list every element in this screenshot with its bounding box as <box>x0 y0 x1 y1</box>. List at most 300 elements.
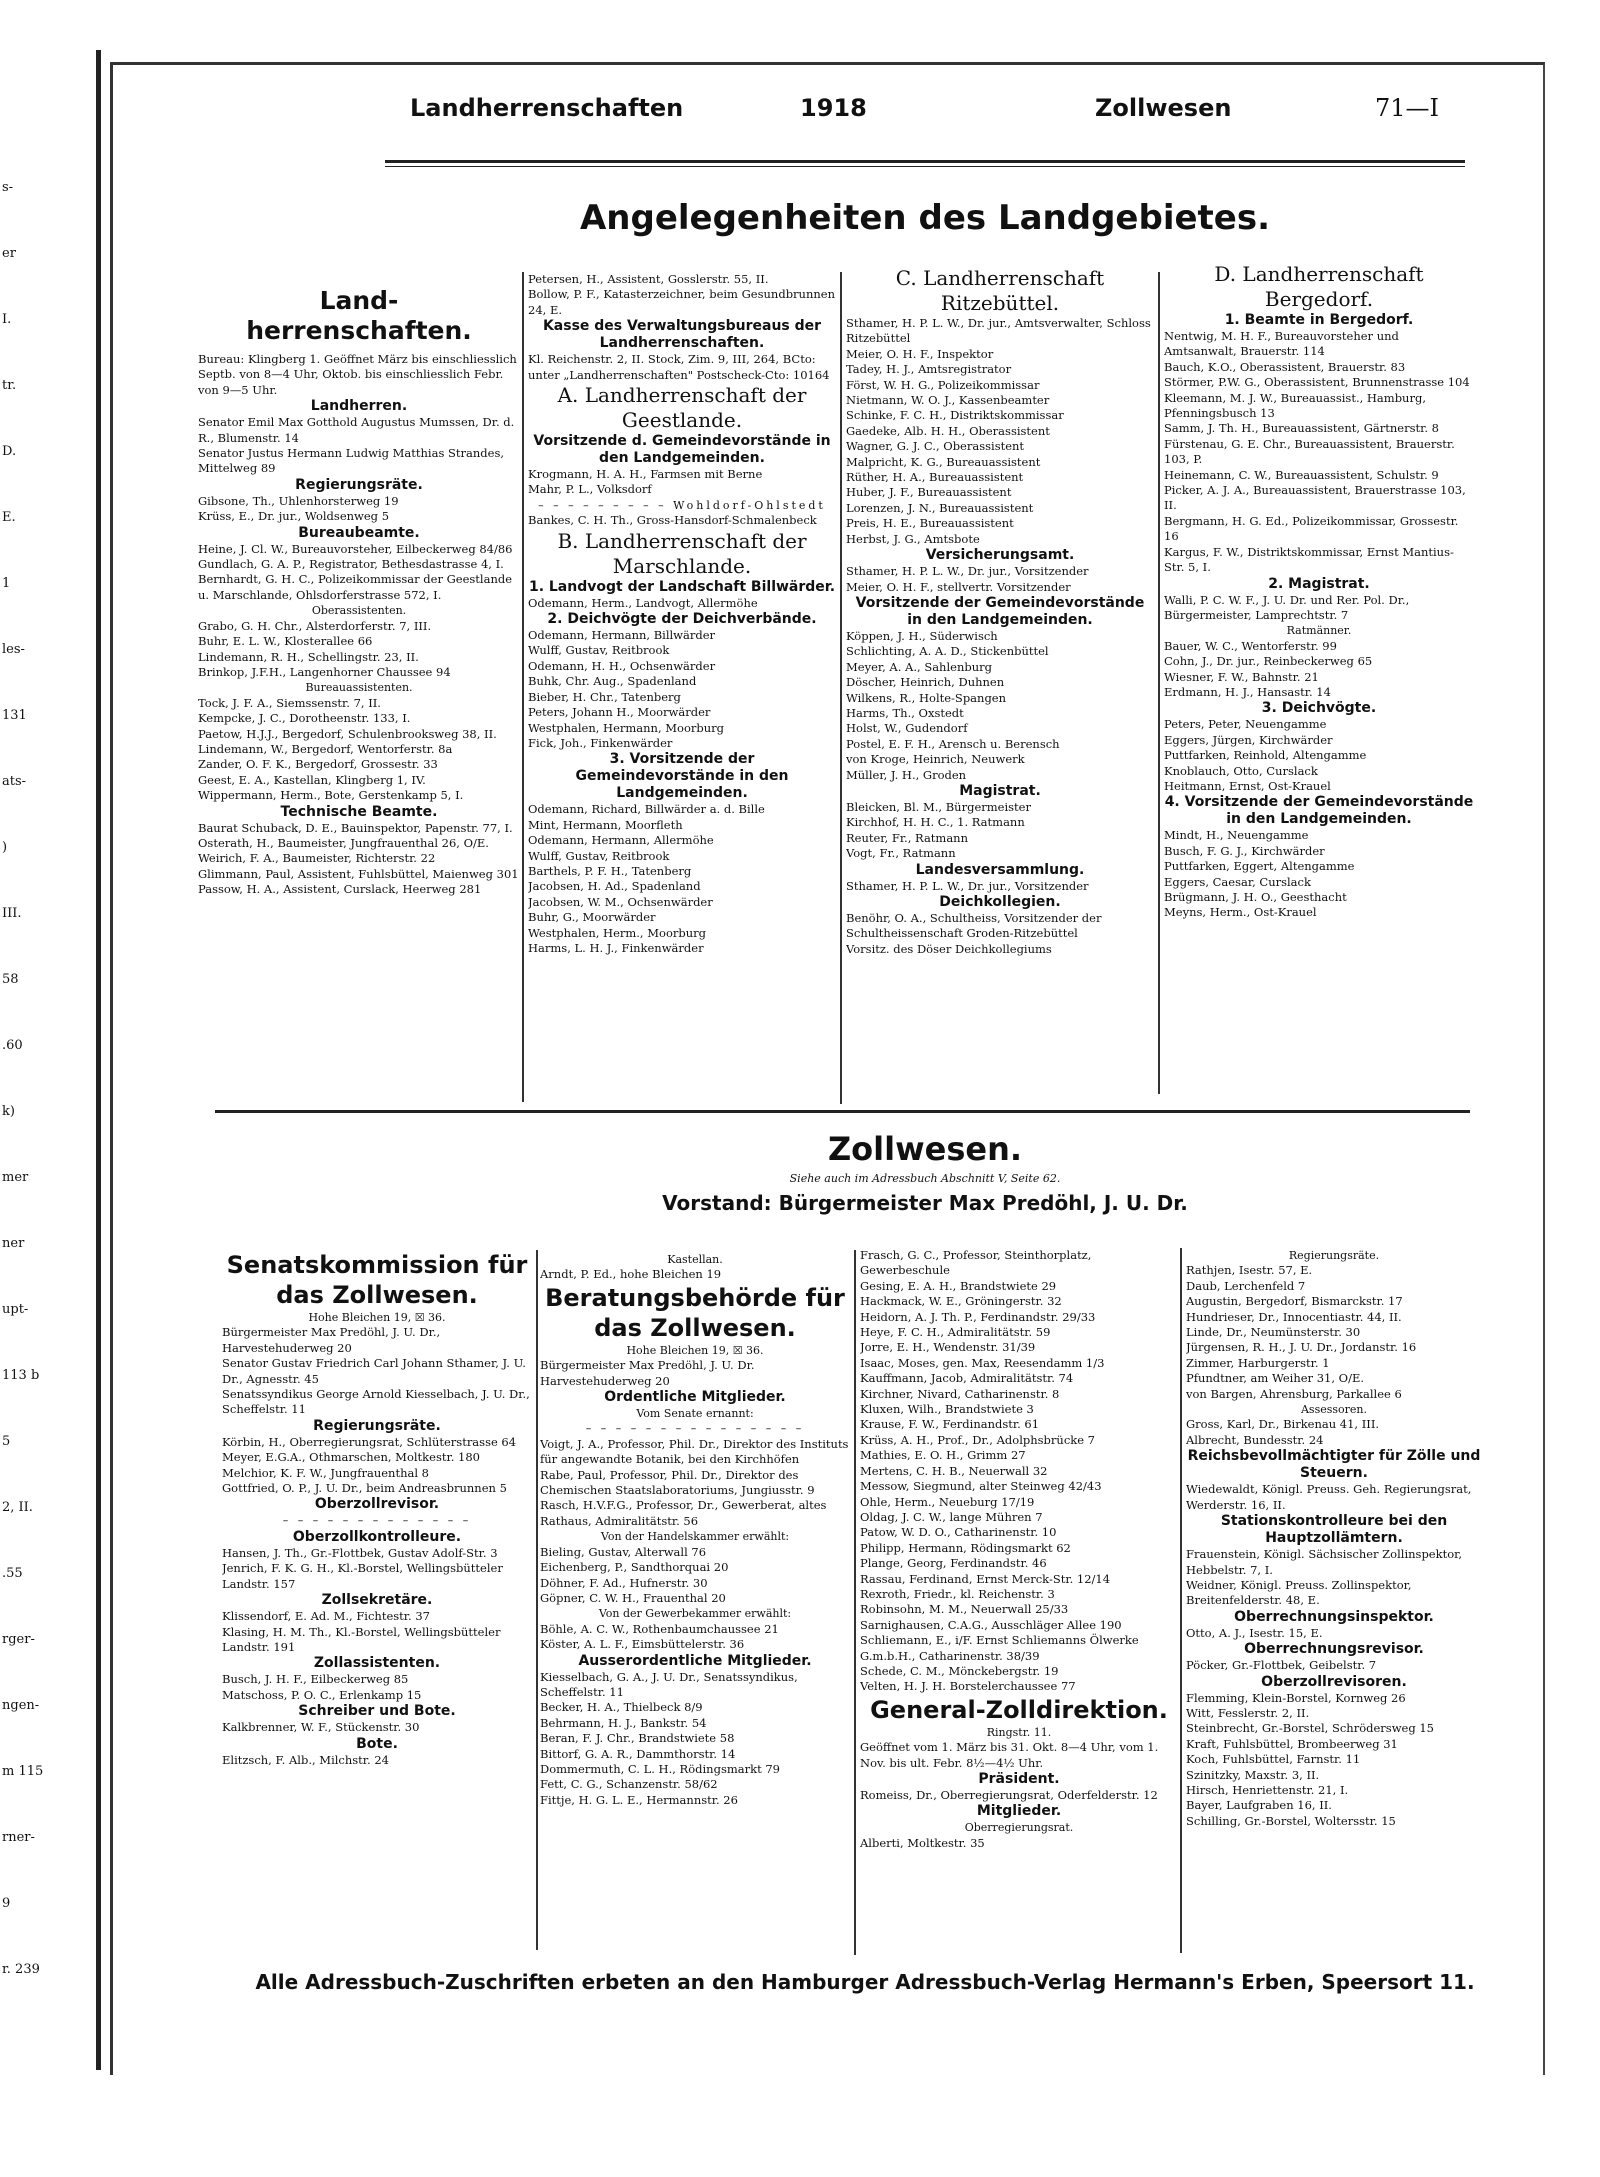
entry-line: Schinke, F. C. H., Distriktskommissar <box>846 408 1064 423</box>
entry-line: Velten, H. J. H. Borstelerchaussee 77 <box>860 1679 1076 1694</box>
vacant-line: – – – – – – – – – – – – – <box>282 1514 472 1528</box>
entry-line: Vorsitz. des Döser Deichkollegiums <box>846 941 1052 956</box>
entry-line: Otto, A. J., Isestr. 15, E. <box>1186 1625 1323 1640</box>
section-heading: Präsident. <box>978 1771 1060 1787</box>
entry-line: Meyer, A. A., Sahlenburg <box>846 659 992 674</box>
section-heading: Regierungsräte. <box>295 476 423 493</box>
margin-fragment: .60 <box>2 1038 23 1053</box>
section-heading: Kasse des Verwaltungsbureaus der Landherrenschaften. <box>542 318 822 352</box>
zollwesen-heading <box>380 1130 1470 1215</box>
entry-line: Mint, Hermann, Moorfleth <box>528 817 683 832</box>
entry-line: Preis, H. E., Bureauassistent <box>846 516 1014 531</box>
margin-fragment: 131 <box>2 708 27 723</box>
entry-line: Schliemann, E., i/F. Ernst Schliemanns Ölwerke G.m.b.H., Catharinenstr. 38/39 <box>860 1633 1139 1663</box>
entry-line: Bittorf, G. A. R., Dammthorstr. 14 <box>540 1746 736 1761</box>
entry-line: Müller, J. H., Groden <box>846 767 967 782</box>
column-rule <box>1180 1248 1182 1953</box>
section-heading: Regierungsräte. <box>313 1417 441 1434</box>
entry-line: Wagner, G. J. C., Oberassistent <box>846 439 1025 454</box>
entry-line: Heine, J. Cl. W., Bureauvorsteher, Eilbeckerweg 84/86 <box>198 541 513 556</box>
entry-line: Lindemann, R. H., Schellingstr. 23, II. <box>198 649 419 664</box>
entry-line: Ohle, Herm., Neueburg 17/19 <box>860 1494 1035 1509</box>
entry-line: Körbin, H., Oberregierungsrat, Schlüterstrasse 64 <box>222 1434 517 1449</box>
entry-line: Tadey, H. J., Amtsregistrator <box>846 362 1012 377</box>
entry-line: Szinitzky, Maxstr. 3, II. <box>1186 1767 1320 1782</box>
entry-line: Odemann, Richard, Billwärder a. d. Bille <box>528 802 765 817</box>
entry-line: Plange, Georg, Ferdinandstr. 46 <box>860 1556 1047 1571</box>
running-header <box>300 80 1450 136</box>
entry-line: Wiesner, F. W., Bahnstr. 21 <box>1164 669 1319 684</box>
entry-line: Kirchhof, H. H. C., 1. Ratmann <box>846 815 1025 830</box>
section-heading: Ordentliche Mitglieder. <box>604 1389 786 1406</box>
entry-line: Voigt, J. A., Professor, Phil. Dr., Direktor des Instituts für angewandte Botanik, bei den Kirchhöfen <box>540 1436 849 1467</box>
column-geestlande-marschlande <box>528 272 836 1104</box>
entry-line: Koch, Fuhlsbüttel, Farnstr. 11 <box>1186 1752 1361 1767</box>
entry-line: Sthamer, H. P. L. W., Dr. jur., Amtsverwalter, Schloss Ritzebüttel <box>846 316 1151 346</box>
entry-line: Peters, Peter, Neuengamme <box>1164 717 1327 732</box>
entry-line: Philipp, Hermann, Rödingsmarkt 62 <box>860 1540 1071 1555</box>
entry-line: Jenrich, F. K. G. H., Kl.-Borstel, Wellingsbütteler Landstr. 157 <box>222 1561 503 1591</box>
entry-line: Döhner, F. Ad., Hufnerstr. 30 <box>540 1575 708 1590</box>
entry-line: Samm, J. Th. H., Bureauassistent, Gärtnerstr. 8 <box>1164 421 1439 436</box>
entry-line: Barthels, P. F. H., Tatenberg <box>528 863 692 878</box>
entry-line: Bauch, K.O., Oberassistent, Brauerstr. 83 <box>1164 359 1406 374</box>
column-rule <box>854 1250 856 1955</box>
entry-line: Odemann, H. H., Ochsenwärder <box>528 658 716 673</box>
entry-line: Köster, A. L. F., Eimsbüttelerstr. 36 <box>540 1637 745 1652</box>
vacant-line: – – – – – – – – – Wohldorf-Ohlstedt <box>538 498 826 512</box>
entry-line: Tock, J. F. A., Siemssenstr. 7, II. <box>198 695 381 710</box>
entry-line: Zander, O. F. K., Bergedorf, Grossestr. 33 <box>198 757 438 772</box>
margin-fragment: r. 239 <box>2 1962 40 1977</box>
entry-line: Krogmann, H. A. H., Farmsen mit Berne <box>528 467 763 482</box>
entry-line: Mindt, H., Neuengamme <box>1164 828 1309 843</box>
section-heading: Deichkollegien. <box>939 894 1061 910</box>
entry-line: Kluxen, Wilh., Brandstwiete 3 <box>860 1402 1034 1417</box>
entry-line: Rasch, H.V.F.G., Professor, Dr., Gewerberat, altes Rathaus, Admiralitätstr. 56 <box>540 1498 827 1528</box>
entry-line: Sarnighausen, C.A.G., Ausschläger Allee 190 <box>860 1617 1122 1632</box>
entry-line: Gibsone, Th., Uhlenhorsterweg 19 <box>198 493 399 508</box>
section-heading: Vorsitzende d. Gemeindevorstände in den Landgemeinden. <box>533 433 831 467</box>
previous-page-strip <box>0 50 101 2070</box>
entry-line: Schlichting, A. A. D., Stickenbüttel <box>846 644 1049 659</box>
section-heading: Schreiber und Bote. <box>298 1703 456 1720</box>
subheading: Ratmänner. <box>1286 624 1352 638</box>
section-heading: 2. Deichvögte der Deichverbände. <box>547 611 817 628</box>
entry-line: Fick, Joh., Finkenwärder <box>528 735 673 750</box>
column-beratungsbehoerde <box>540 1252 850 1965</box>
division-heading: A. Landherrenschaft der Geestlande. <box>557 383 807 433</box>
entry-line: Bauer, W. C., Wentorferstr. 99 <box>1164 638 1337 653</box>
entry-line: Messow, Siegmund, alter Steinweg 42/43 <box>860 1479 1102 1494</box>
entry-line: Wilkens, R., Holte-Spangen <box>846 690 1007 705</box>
entry-line: Hackmack, W. E., Gröningerstr. 32 <box>860 1294 1062 1309</box>
entry-line: Wulff, Gustav, Reitbrook <box>528 848 670 863</box>
entry-line: Hundrieser, Dr., Innocentiastr. 44, II. <box>1186 1309 1402 1324</box>
entry-line: Jacobsen, W. M., Ochsenwärder <box>528 894 713 909</box>
column-handelskammer-generalzolldirektion <box>860 1248 1178 1965</box>
entry-line: Klasing, H. M. Th., Kl.-Borstel, Wellingsbütteler Landstr. 191 <box>222 1624 501 1654</box>
entry-line: Postel, E. F. H., Arensch u. Berensch <box>846 736 1060 751</box>
entry-line: Behrmann, H. J., Bankstr. 54 <box>540 1715 707 1730</box>
entry-line: Passow, H. A., Assistent, Curslack, Heerweg 281 <box>198 882 482 897</box>
entry-line: Herbst, J. G., Amtsbote <box>846 531 980 546</box>
entry-line: von Kroge, Heinrich, Neuwerk <box>846 752 1025 767</box>
entry-line: Bieber, H. Chr., Tatenberg <box>528 689 681 704</box>
section-heading: Zollsekretäre. <box>321 1592 433 1609</box>
entry-line: Buhr, E. L. W., Klosterallee 66 <box>198 634 373 649</box>
entry-line: Wiedewaldt, Königl. Preuss. Geh. Regierungsrat, Werderstr. 16, II. <box>1186 1482 1472 1512</box>
entry-line: Picker, A. J. A., Bureauassistent, Brauerstrasse 103, II. <box>1164 483 1466 513</box>
page-number: 71—I <box>1375 94 1440 122</box>
entry-line: Schilling, Gr.-Borstel, Woltersstr. 15 <box>1186 1813 1396 1828</box>
division-heading: B. Landherrenschaft der Marschlande. <box>557 528 807 578</box>
authority-heading: General-Zolldirektion. <box>870 1695 1168 1724</box>
zollwesen-title: Zollwesen. <box>827 1130 1023 1168</box>
subheading: Von der Gewerbekammer erwählt: <box>598 1607 792 1621</box>
entry-line: Grabo, G. H. Chr., Alsterdorferstr. 7, III. <box>198 618 432 633</box>
section-rule <box>215 1110 1470 1113</box>
entry-line: Reuter, Fr., Ratmann <box>846 830 968 845</box>
entry-line: Cohn, J., Dr. jur., Reinbeckerweg 65 <box>1164 654 1373 669</box>
section-heading: Ausserordentliche Mitglieder. <box>578 1652 812 1669</box>
entry-line: Schede, C. M., Mönckebergstr. 19 <box>860 1663 1059 1678</box>
entry-line: Fittje, H. G. L. E., Hermannstr. 26 <box>540 1792 738 1807</box>
entry-line: Pfundtner, am Weiher 31, O/E. <box>1186 1371 1364 1386</box>
section-heading: Vorsitzende der Gemeindevorstände in den Landgemeinden. <box>855 594 1145 628</box>
entry-line: Kleemann, M. J. W., Bureauassist., Hamburg, Pfenningsbusch 13 <box>1164 390 1426 421</box>
entry-line: Mathies, E. O. H., Grimm 27 <box>860 1448 1026 1463</box>
entry-line: Puttfarken, Reinhold, Altengamme <box>1164 748 1367 763</box>
header-rule <box>385 160 1465 167</box>
entry-line: Augustin, Bergedorf, Bismarckstr. 17 <box>1186 1294 1403 1309</box>
section-heading: Mitglieder. <box>976 1803 1062 1820</box>
entry-line: Busch, J. H. F., Eilbeckerweg 85 <box>222 1672 409 1687</box>
entry-line: Glimmann, Paul, Assistent, Fuhlsbüttel, Maienweg 301 <box>198 866 519 881</box>
entry-line: Eggers, Caesar, Curslack <box>1164 874 1311 889</box>
entry-line: Arndt, P. Ed., hohe Bleichen 19 <box>540 1267 722 1282</box>
entry-line: Geest, E. A., Kastellan, Klingberg 1, IV. <box>198 772 426 787</box>
entry-line: Nentwig, M. H. F., Bureauvorsteher und Amtsanwalt, Brauerstr. 114 <box>1164 329 1399 359</box>
section-heading: 4. Vorsitzende der Gemeindevorstände in den Landgemeinden. <box>1164 794 1474 828</box>
entry-line: Walli, P. C. W. F., J. U. Dr. und Rer. Pol. Dr., Bürgermeister, Lamprechtstr. 7 <box>1164 592 1410 622</box>
entry-line: Fett, C. G., Schanzenstr. 58/62 <box>540 1777 718 1792</box>
entry-line: Kauffmann, Jacob, Admiralitätstr. 74 <box>860 1371 1074 1386</box>
entry-line: Hansen, J. Th., Gr.-Flottbek, Gustav Adolf-Str. 3 <box>222 1545 498 1560</box>
margin-fragment: 113 b <box>2 1368 40 1383</box>
entry-line: Rabe, Paul, Professor, Phil. Dr., Direktor des Chemischen Staatslaboratoriums, Jungiusstr. 9 <box>540 1467 815 1498</box>
entry-line: Krause, F. W., Ferdinandstr. 61 <box>860 1417 1040 1432</box>
entry-line: Frauenstein, Königl. Sächsischer Zollinspektor, Hebbelstr. 7, I. <box>1186 1547 1463 1577</box>
subheading: Oberassistenten. <box>311 604 407 618</box>
margin-fragment: upt- <box>2 1302 29 1317</box>
entry-line: Alberti, Moltkestr. 35 <box>860 1835 985 1850</box>
margin-fragment: III. <box>2 906 22 921</box>
entry-line: Busch, F. G. J., Kirchwärder <box>1164 843 1325 858</box>
column-rule <box>522 272 524 1102</box>
entry-line: Linde, Dr., Neumünsterstr. 30 <box>1186 1325 1361 1340</box>
entry-line: Klissendorf, E. Ad. M., Fichtestr. 37 <box>222 1609 430 1624</box>
section-heading: Oberzollrevisor. <box>314 1496 440 1513</box>
entry-line: Kalkbrenner, W. F., Stückenstr. 30 <box>222 1720 420 1735</box>
entry-line: Lindemann, W., Bergedorf, Wentorferstr. 8a <box>198 741 453 756</box>
entry-line: Wulff, Gustav, Reitbrook <box>528 643 670 658</box>
entry-line: Buhr, G., Moorwärder <box>528 910 656 925</box>
entry-line: Gottfried, O. P., J. U. Dr., beim Andreasbrunnen 5 <box>222 1481 507 1496</box>
subheading: Ringstr. 11. <box>986 1725 1052 1739</box>
margin-fragment: mer <box>2 1170 29 1185</box>
entry-line: Osterath, H., Baumeister, Jungfrauenthal 26, O/E. <box>198 835 489 850</box>
entry-line: Dommermuth, C. L. H., Rödingsmarkt 79 <box>540 1761 780 1776</box>
entry-line: von Bargen, Ahrensburg, Parkallee 6 <box>1186 1386 1402 1401</box>
entry-line: Rathjen, Isestr. 57, E. <box>1186 1263 1313 1278</box>
section-heading: Landesversammlung. <box>915 861 1085 878</box>
entry-line: Matschoss, P. O. C., Erlenkamp 15 <box>222 1687 422 1702</box>
entry-line: Kraft, Fuhlsbüttel, Brombeerweg 31 <box>1186 1736 1398 1751</box>
entry-line: Bernhardt, G. H. C., Polizeikommissar der Geestlande u. Marschlande, Ohlsdorferstrasse 572, I. <box>198 572 513 602</box>
margin-fragment: tr. <box>2 378 17 393</box>
entry-line: Senatssyndikus George Arnold Kiesselbach, J. U. Dr., Scheffelstr. 11 <box>222 1387 530 1417</box>
entry-line: Steinbrecht, Gr.-Borstel, Schrödersweg 15 <box>1186 1721 1434 1736</box>
entry-line: Bürgermeister Max Predöhl, J. U. Dr., Harvestehuderweg 20 <box>222 1325 441 1355</box>
subheading: Von der Handelskammer erwählt: <box>600 1530 790 1544</box>
entry-line: Frasch, G. C., Professor, Steinthorplatz, Gewerbeschule <box>860 1248 1092 1278</box>
entry-line: Senator Emil Max Gotthold Augustus Mumssen, Dr. d. R., Blumenstr. 14 <box>198 415 515 445</box>
subheading: Vom Senate ernannt: <box>636 1407 754 1421</box>
column-rule <box>1158 272 1160 1094</box>
entry-line: Harms, Th., Oxstedt <box>846 705 964 720</box>
entry-line: Bürgermeister Max Predöhl, J. U. Dr. Harvestehuderweg 20 <box>540 1358 755 1388</box>
entry-line: Pöcker, Gr.-Flottbek, Geibelstr. 7 <box>1186 1658 1377 1673</box>
vacant-line: – – – – – – – – – – – – – – – <box>585 1422 805 1436</box>
subheading: Assessoren. <box>1300 1403 1367 1417</box>
entry-line: Först, W. H. G., Polizeikommissar <box>846 377 1040 392</box>
entry-line: Elitzsch, F. Alb., Milchstr. 24 <box>222 1752 389 1767</box>
margin-fragment: D. <box>2 444 17 459</box>
section-heading: 3. Deichvögte. <box>1261 700 1377 717</box>
section-heading: 2. Magistrat. <box>1268 575 1370 592</box>
entry-line: Hirsch, Henriettenstr. 21, I. <box>1186 1782 1349 1797</box>
entry-line: Odemann, Herm., Landvogt, Allermöhe <box>528 595 758 610</box>
entry-line: Gaedeke, Alb. H. H., Oberassistent <box>846 423 1050 438</box>
margin-fragment: 1 <box>2 576 11 591</box>
entry-line: Sthamer, H. P. L. W., Dr. jur., Vorsitzender <box>846 878 1089 893</box>
section-heading: Bureaubeamte. <box>298 524 420 541</box>
entry-line: Gundlach, G. A. P., Registrator, Bethesdastrasse 4, I. <box>198 557 504 572</box>
entry-line: Benöhr, O. A., Schultheiss, Vorsitzender der Schultheissenschaft Groden-Ritzebüttel <box>846 911 1102 941</box>
section-heading: 3. Vorsitzende der Gemeindevorstände in den Landgemeinden. <box>575 751 789 802</box>
entry-line: Mertens, C. H. B., Neuerwall 32 <box>860 1463 1048 1478</box>
entry-line: Baurat Schuback, D. E., Bauinspektor, Papenstr. 77, I. <box>198 820 513 835</box>
margin-fragment: 58 <box>2 972 19 987</box>
main-title: Angelegenheiten des Landgebietes. <box>579 198 1271 238</box>
section-heading: Oberzollkontrolleure. <box>292 1528 462 1545</box>
entry-line: Böhle, A. C. W., Rothenbaumchaussee 21 <box>540 1621 779 1636</box>
column-rule <box>536 1250 538 1950</box>
entry-line: Heitmann, Ernst, Ost-Krauel <box>1164 778 1331 793</box>
entry-line: Kargus, F. W., Distriktskommissar, Ernst Mantius-Str. 5, I. <box>1164 544 1454 575</box>
section-heading: Magistrat. <box>959 782 1041 799</box>
entry-line: Heidorn, A. J. Th. P., Ferdinandstr. 29/33 <box>860 1309 1096 1324</box>
entry-line: Oldag, J. C. W., lange Mühren 7 <box>860 1509 1043 1524</box>
entry-line: Buhk, Chr. Aug., Spadenland <box>528 674 697 689</box>
entry-line: Störmer, P.W. G., Oberassistent, Brunnenstrasse 104 <box>1164 375 1470 390</box>
entry-line: Kirchner, Nivard, Catharinenstr. 8 <box>860 1386 1060 1401</box>
section-heading: Oberrechnungsrevisor. <box>1244 1641 1424 1658</box>
entry-line: Robinsohn, M. M., Neuerwall 25/33 <box>860 1602 1069 1617</box>
entry-line: Lorenzen, J. N., Bureauassistent <box>846 500 1034 515</box>
entry-line: Harms, L. H. J., Finkenwärder <box>528 940 704 955</box>
section-heading: Oberzollrevisoren. <box>1261 1673 1407 1690</box>
entry-line: Heye, F. C. H., Admiralitätstr. 59 <box>860 1325 1051 1340</box>
entry-line: Krüss, E., Dr. jur., Woldsenweg 5 <box>198 509 390 524</box>
entry-line: Peters, Johann H., Moorwärder <box>528 705 711 720</box>
margin-fragment: I. <box>2 312 12 327</box>
section-heading: Landherren. <box>310 398 408 415</box>
division-heading: C. Landherrenschaft Ritzebüttel. <box>895 266 1105 315</box>
entry-line: Rüther, H. A., Bureauassistent <box>846 470 1024 485</box>
margin-fragment: E. <box>2 510 16 525</box>
margin-fragment: ngen- <box>2 1698 40 1713</box>
entry-line: Meyns, Herm., Ost-Krauel <box>1164 905 1317 920</box>
section-heading: Stationskontrolleure bei den Hauptzollämtern. <box>1220 1513 1448 1547</box>
entry-line: Knoblauch, Otto, Curslack <box>1164 763 1318 778</box>
entry-line: Witt, Fesslerstr. 2, II. <box>1186 1705 1310 1720</box>
entry-line: Meier, O. H. F., stellvertr. Vorsitzender <box>846 579 1071 594</box>
entry-line: Eggers, Jürgen, Kirchwärder <box>1164 732 1333 747</box>
entry-line: Rexroth, Friedr., kl. Reichenstr. 3 <box>860 1586 1055 1601</box>
margin-fragment: 2, II. <box>2 1500 33 1515</box>
margin-fragment: 5 <box>2 1434 11 1449</box>
section-heading: Versicherungsamt. <box>925 547 1075 564</box>
margin-fragment: m 115 <box>2 1764 44 1779</box>
column-title: Land- herrenschaften. <box>246 286 472 345</box>
margin-fragment: s- <box>2 180 14 195</box>
column-bergedorf <box>1164 262 1474 1102</box>
division-heading: D. Landherrenschaft Bergedorf. <box>1214 262 1424 311</box>
column-rule <box>840 272 842 1104</box>
column-senatskommission <box>222 1250 532 1965</box>
entry-line: Jorre, E. H., Wendenstr. 31/39 <box>860 1340 1036 1355</box>
entry-line: Meyer, E.G.A., Othmarschen, Moltkestr. 180 <box>222 1450 480 1465</box>
entry-line: Gesing, E. A. H., Brandstwiete 29 <box>860 1278 1057 1293</box>
entry-line: Kiesselbach, G. A., J. U. Dr., Senatssyndikus, Scheffelstr. 11 <box>540 1669 798 1699</box>
header-left: Landherrenschaften <box>410 94 684 122</box>
margin-fragment: ats- <box>2 774 27 789</box>
entry-line: Brinkop, J.F.H., Langenhorner Chaussee 94 <box>198 664 451 679</box>
entry-line: Geöffnet vom 1. März bis 31. Okt. 8—4 Uhr, vom 1. Nov. bis ult. Febr. 8½—4½ Uhr. <box>860 1740 1159 1770</box>
entry-line: Petersen, H., Assistent, Gosslerstr. 55, II. <box>528 272 769 286</box>
entry-line: Krüss, A. H., Prof., Dr., Adolphsbrücke 7 <box>860 1432 1096 1447</box>
authority-heading: Beratungsbehörde für das Zollwesen. <box>545 1283 845 1342</box>
entry-line: Romeiss, Dr., Oberregierungsrat, Oderfelderstr. 12 <box>860 1788 1158 1802</box>
subheading: Regierungsräte. <box>1288 1249 1380 1262</box>
entry-line: Beran, F. J. Chr., Brandstwiete 58 <box>540 1731 735 1746</box>
subheading: Oberregierungsrat. <box>964 1821 1074 1835</box>
authority-heading: Senatskommission für das Zollwesen. <box>226 1251 528 1309</box>
entry-line: Bureau: Klingberg 1. Geöffnet März bis einschliesslich Septb. von 8—4 Uhr, Oktob. bis einschliesslich Febr. von 9—5 Uhr. <box>198 352 517 397</box>
entry-line: Jürgensen, R. H., J. U. Dr., Jordanstr. 16 <box>1186 1340 1417 1355</box>
entry-line: Rassau, Ferdinand, Ernst Merck-Str. 12/14 <box>860 1571 1111 1586</box>
entry-line: Fürstenau, G. E. Chr., Bureauassistent, Brauerstr. 103, P. <box>1164 436 1455 467</box>
entry-line: Senator Gustav Friedrich Carl Johann Sthamer, J. U. Dr., Agnesstr. 45 <box>222 1356 526 1386</box>
entry-line: Flemming, Klein-Borstel, Kornweg 26 <box>1186 1690 1406 1705</box>
entry-line: Wippermann, Herm., Bote, Gerstenkamp 5, I. <box>198 788 464 803</box>
margin-fragment: .55 <box>2 1566 23 1581</box>
entry-line: Albrecht, Bundesstr. 24 <box>1186 1432 1324 1447</box>
entry-line: Paetow, H.J.J., Bergedorf, Schulenbrooksweg 38, II. <box>198 726 497 741</box>
subheading: Bureauassistenten. <box>305 681 413 695</box>
margin-fragment: rger- <box>2 1632 35 1647</box>
header-right: Zollwesen <box>1095 94 1232 122</box>
entry-line: Odemann, Hermann, Allermöhe <box>528 833 714 848</box>
entry-line: Weirich, F. A., Baumeister, Richterstr. 22 <box>198 851 436 866</box>
zollwesen-subtitle: Siehe auch im Adressbuch Abschnitt V, Seite 62. <box>789 1172 1061 1185</box>
entry-line: Sthamer, H. P. L. W., Dr. jur., Vorsitzender <box>846 564 1089 579</box>
margin-fragment: 9 <box>2 1896 11 1911</box>
zollwesen-vorstand: Vorstand: Bürgermeister Max Predöhl, J. U. Dr. <box>662 1191 1188 1215</box>
entry-line: Nietmann, W. O. J., Kassenbeamter <box>846 393 1050 408</box>
entry-line: Zimmer, Harburgerstr. 1 <box>1186 1355 1330 1370</box>
margin-fragment: les- <box>2 642 25 657</box>
margin-fragment: er <box>2 246 16 261</box>
section-heading: Bote. <box>356 1735 398 1752</box>
margin-fragment: ) <box>2 840 8 855</box>
entry-line: Kl. Reichenstr. 2, II. Stock, Zim. 9, III, 264, BCto: unter „Landherrenschaften" Postscheck-Cto: 10164 <box>528 352 830 382</box>
section-heading: Reichsbevollmächtigter für Zölle und Steuern. <box>1187 1448 1481 1482</box>
entry-line: Brügmann, J. H. O., Geesthacht <box>1164 890 1347 904</box>
entry-line: Puttfarken, Eggert, Altengamme <box>1164 859 1355 874</box>
margin-fragment: ner <box>2 1236 25 1251</box>
section-heading: Oberrechnungsinspektor. <box>1234 1608 1434 1625</box>
section-heading: 1. Beamte in Bergedorf. <box>1224 312 1414 328</box>
section-heading: Technische Beamte. <box>280 803 438 820</box>
entry-line: Mahr, P. L., Volksdorf <box>528 482 652 497</box>
entry-line: Köppen, J. H., Süderwisch <box>846 628 998 643</box>
entry-line: Eichenberg, P., Sandthorquai 20 <box>540 1560 729 1575</box>
entry-line: Bieling, Gustav, Alterwall 76 <box>540 1544 707 1559</box>
subheading: Hohe Bleichen 19, ☒ 36. <box>308 1311 446 1324</box>
entry-line: Odemann, Hermann, Billwärder <box>528 628 716 643</box>
entry-line: Döscher, Heinrich, Duhnen <box>846 675 1005 690</box>
entry-line: Huber, J. F., Bureauassistent <box>846 485 1012 500</box>
entry-line: Holst, W., Gudendorf <box>846 721 968 736</box>
entry-line: Göpner, C. W. H., Frauenthal 20 <box>540 1590 726 1605</box>
section-heading: Zollassistenten. <box>313 1655 441 1672</box>
subheading: Hohe Bleichen 19, ☒ 36. <box>626 1343 764 1357</box>
column-regierungsraete-zoll <box>1186 1248 1482 1965</box>
entry-line: Kempcke, J. C., Dorotheenstr. 133, I. <box>198 711 411 726</box>
entry-line: Westphalen, Herm., Moorburg <box>528 925 706 940</box>
entry-line: Weidner, Königl. Preuss. Zollinspektor, Breitenfelderstr. 48, E. <box>1186 1577 1412 1608</box>
column-ritzebuettel <box>846 266 1154 1106</box>
subheading: Kastellan. <box>667 1253 723 1266</box>
entry-line: Westphalen, Hermann, Moorburg <box>528 720 724 735</box>
entry-line: Isaac, Moses, gen. Max, Reesendamm 1/3 <box>860 1355 1105 1370</box>
entry-line: Senator Justus Hermann Ludwig Matthias Strandes, Mittelweg 89 <box>198 446 505 476</box>
entry-line: Vogt, Fr., Ratmann <box>846 846 956 861</box>
column-landherrenschaften <box>198 282 520 1112</box>
entry-line: Bollow, P. F., Katasterzeichner, beim Gesundbrunnen 24, E. <box>528 287 835 317</box>
entry-line: Bleicken, Bl. M., Bürgermeister <box>846 799 1031 814</box>
entry-line: Erdmann, H. J., Hansastr. 14 <box>1164 684 1331 699</box>
entry-line: Becker, H. A., Thielbeck 8/9 <box>540 1700 703 1715</box>
margin-fragment: k) <box>2 1104 15 1119</box>
entry-line: Bankes, C. H. Th., Gross-Hansdorf-Schmalenbeck <box>528 513 817 528</box>
entry-line: Malpricht, K. G., Bureauassistent <box>846 454 1041 469</box>
entry-line: Heinemann, C. W., Bureauassistent, Schulstr. 9 <box>1164 467 1439 482</box>
entry-line: Patow, W. D. O., Catharinenstr. 10 <box>860 1525 1057 1540</box>
